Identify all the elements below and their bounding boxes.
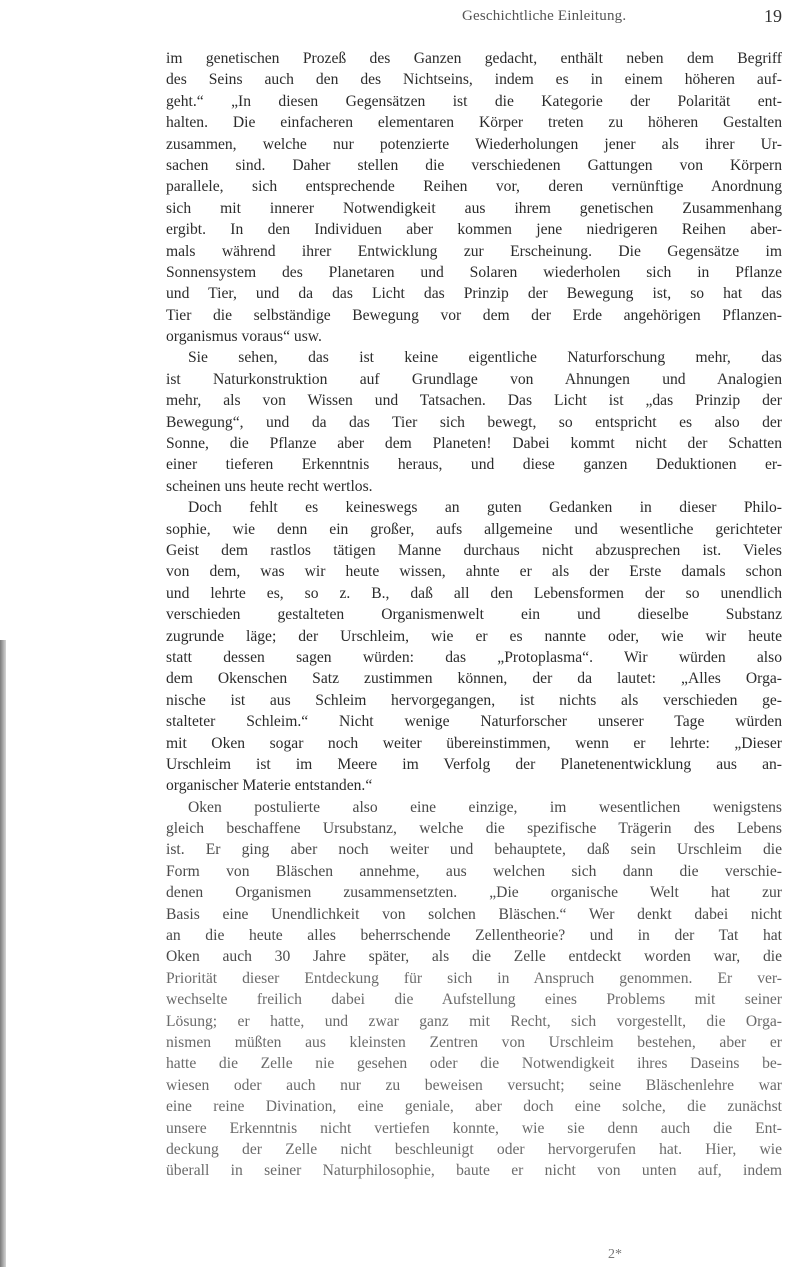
text-line: nische ist aus Schleim hervorgegangen, ist nichts als verschieden ge- — [166, 691, 782, 709]
text-line: wechselte freilich dabei die Aufstellung eines Problems mit seiner — [166, 991, 782, 1009]
text-line: mehr, als von Wissen und Tatsachen. Das Licht ist „das Prinzip der — [166, 392, 782, 410]
page-gutter-shadow — [0, 640, 6, 1267]
text-line: Oken auch 30 Jahre später, als die Zelle entdeckt worden war, die — [166, 948, 782, 966]
text-line: sachen sind. Daher stellen die verschiedenen Gattungen von Körpern — [166, 156, 782, 174]
text-line: organischer Materie entstanden.“ — [166, 777, 373, 795]
text-line: organismus voraus“ usw. — [166, 328, 322, 346]
text-line: im genetischen Prozeß des Ganzen gedacht, enthält neben dem Begriff — [166, 50, 782, 67]
text-line: statt dessen sagen würden: das „Protoplasma“. Wir würden also — [166, 648, 782, 666]
printer-signature-mark: 2* — [608, 1247, 622, 1262]
text-line: Urschleim ist im Meere im Verfolg der Planetenentwicklung aus an- — [166, 755, 782, 773]
text-line: Bewegung“, und da das Tier sich bewegt, so entspricht es also der — [166, 413, 782, 431]
text-line: einer tieferen Erkenntnis heraus, und diese ganzen Deduktionen er- — [166, 456, 782, 474]
text-line: an die heute alles beherrschende Zellentheorie? und in der Tat hat — [166, 927, 782, 945]
text-line: nismen müßten aus kleinsten Zentren von Urschleim bestehen, aber er — [166, 1033, 782, 1051]
text-line: ergibt. In den Individuen aber kommen jene niedrigeren Reihen aber- — [166, 221, 782, 239]
text-line: eine reine Divination, eine geniale, aber doch eine solche, die zunächst — [166, 1098, 782, 1116]
text-line: hatte die Zelle nie gesehen oder die Notwendigkeit ihres Daseins be- — [166, 1055, 782, 1073]
text-line: von dem, was wir heute wissen, ahnte er als der Erste damals schon — [166, 563, 782, 581]
text-line: zusammen, welche nur potenzierte Wiederholungen jener als ihrer Ur- — [166, 135, 782, 153]
text-line: dem Okenschen Satz zustimmen können, der da lautet: „Alles Orga- — [166, 670, 782, 688]
text-line: überall in seiner Naturphilosophie, baute er nicht von unten auf, indem — [166, 1162, 782, 1180]
text-line: gleich beschaffene Ursubstanz, welche die spezifische Trägerin des Lebens — [166, 820, 782, 838]
running-head: Geschichtliche Einleitung. — [462, 8, 627, 24]
text-line: Lösung; er hatte, und zwar ganz mit Recht, sich vorgestellt, die Orga- — [166, 1012, 782, 1030]
text-line: Tier die selbständige Bewegung vor dem der Erde angehörigen Pflanzen- — [166, 306, 782, 324]
text-line: Priorität dieser Entdeckung für sich in Anspruch genommen. Er ver- — [166, 969, 782, 987]
body-text — [166, 48, 782, 1182]
text-line: scheinen uns heute recht wertlos. — [166, 477, 373, 495]
text-line: sophie, wie denn ein großer, aufs allgemeine und wesentliche gerichteter — [166, 520, 782, 538]
text-line: Form von Bläschen annehme, aus welchen sich dann die verschie- — [166, 862, 782, 880]
text-line: Doch fehlt es keineswegs an guten Gedanken in dieser Philo- — [188, 499, 782, 517]
text-line: Oken postulierte also eine einzige, im wesentlichen wenigstens — [188, 798, 782, 816]
text-line: Sonnensystem des Planetaren und Solaren wiederholen sich in Pflanze — [166, 263, 782, 281]
text-line: denen Organismen zusammensetzten. „Die organische Welt hat zur — [166, 884, 782, 902]
text-line: verschieden gestalteten Organismenwelt ein und dieselbe Substanz — [166, 606, 782, 624]
text-line: ist Naturkonstruktion auf Grundlage von Ahnungen und Analogien — [166, 370, 782, 388]
text-line: mals während ihrer Entwicklung zur Erscheinung. Die Gegensätze im — [166, 242, 782, 260]
text-line: stalteter Schleim.“ Nicht wenige Naturforscher unserer Tage würden — [166, 713, 782, 731]
text-line: sich mit innerer Notwendigkeit aus ihrem genetischen Zusammenhang — [166, 199, 782, 217]
text-line: Sonne, die Pflanze aber dem Planeten! Dabei kommt nicht der Schatten — [166, 435, 782, 453]
text-line: und lehrte es, so z. B., daß all den Lebensformen der so unendlich — [166, 584, 782, 602]
text-line: mit Oken sogar noch weiter übereinstimmen, wenn er lehrte: „Dieser — [166, 734, 782, 752]
text-line: halten. Die einfacheren elementaren Körper treten zu höheren Gestalten — [166, 114, 782, 132]
text-line: deckung der Zelle nicht beschleunigt oder hervorgerufen hat. Hier, wie — [166, 1140, 782, 1158]
text-line: des Seins auch den des Nichtseins, indem es in einem höheren auf- — [166, 71, 782, 89]
page-header — [462, 8, 782, 28]
text-line: Basis eine Unendlichkeit von solchen Bläschen.“ Wer denkt dabei nicht — [166, 905, 782, 923]
text-line: Sie sehen, das ist keine eigentliche Naturforschung mehr, das — [188, 349, 782, 367]
text-line: Geist dem rastlos tätigen Manne durchaus nicht abzusprechen ist. Vieles — [166, 541, 782, 559]
text-line: unsere Erkenntnis nicht vertiefen konnte, wie sie denn auch die Ent- — [166, 1119, 782, 1137]
text-line: wiesen oder auch nur zu beweisen versucht; seine Bläschenlehre war — [166, 1076, 782, 1094]
text-line: und Tier, und da das Licht das Prinzip der Bewegung ist, so hat das — [166, 285, 782, 303]
text-line: parallele, sich entsprechende Reihen vor, deren vernünftige Anordnung — [166, 178, 782, 196]
page-number: 19 — [764, 6, 782, 26]
text-line: ist. Er ging aber noch weiter und behauptete, daß sein Urschleim die — [166, 841, 782, 859]
text-line: geht.“ „In diesen Gegensätzen ist die Kategorie der Polarität ent- — [166, 92, 782, 110]
text-line: zugrunde läge; der Urschleim, wie er es nannte oder, wie wir heute — [166, 627, 782, 645]
